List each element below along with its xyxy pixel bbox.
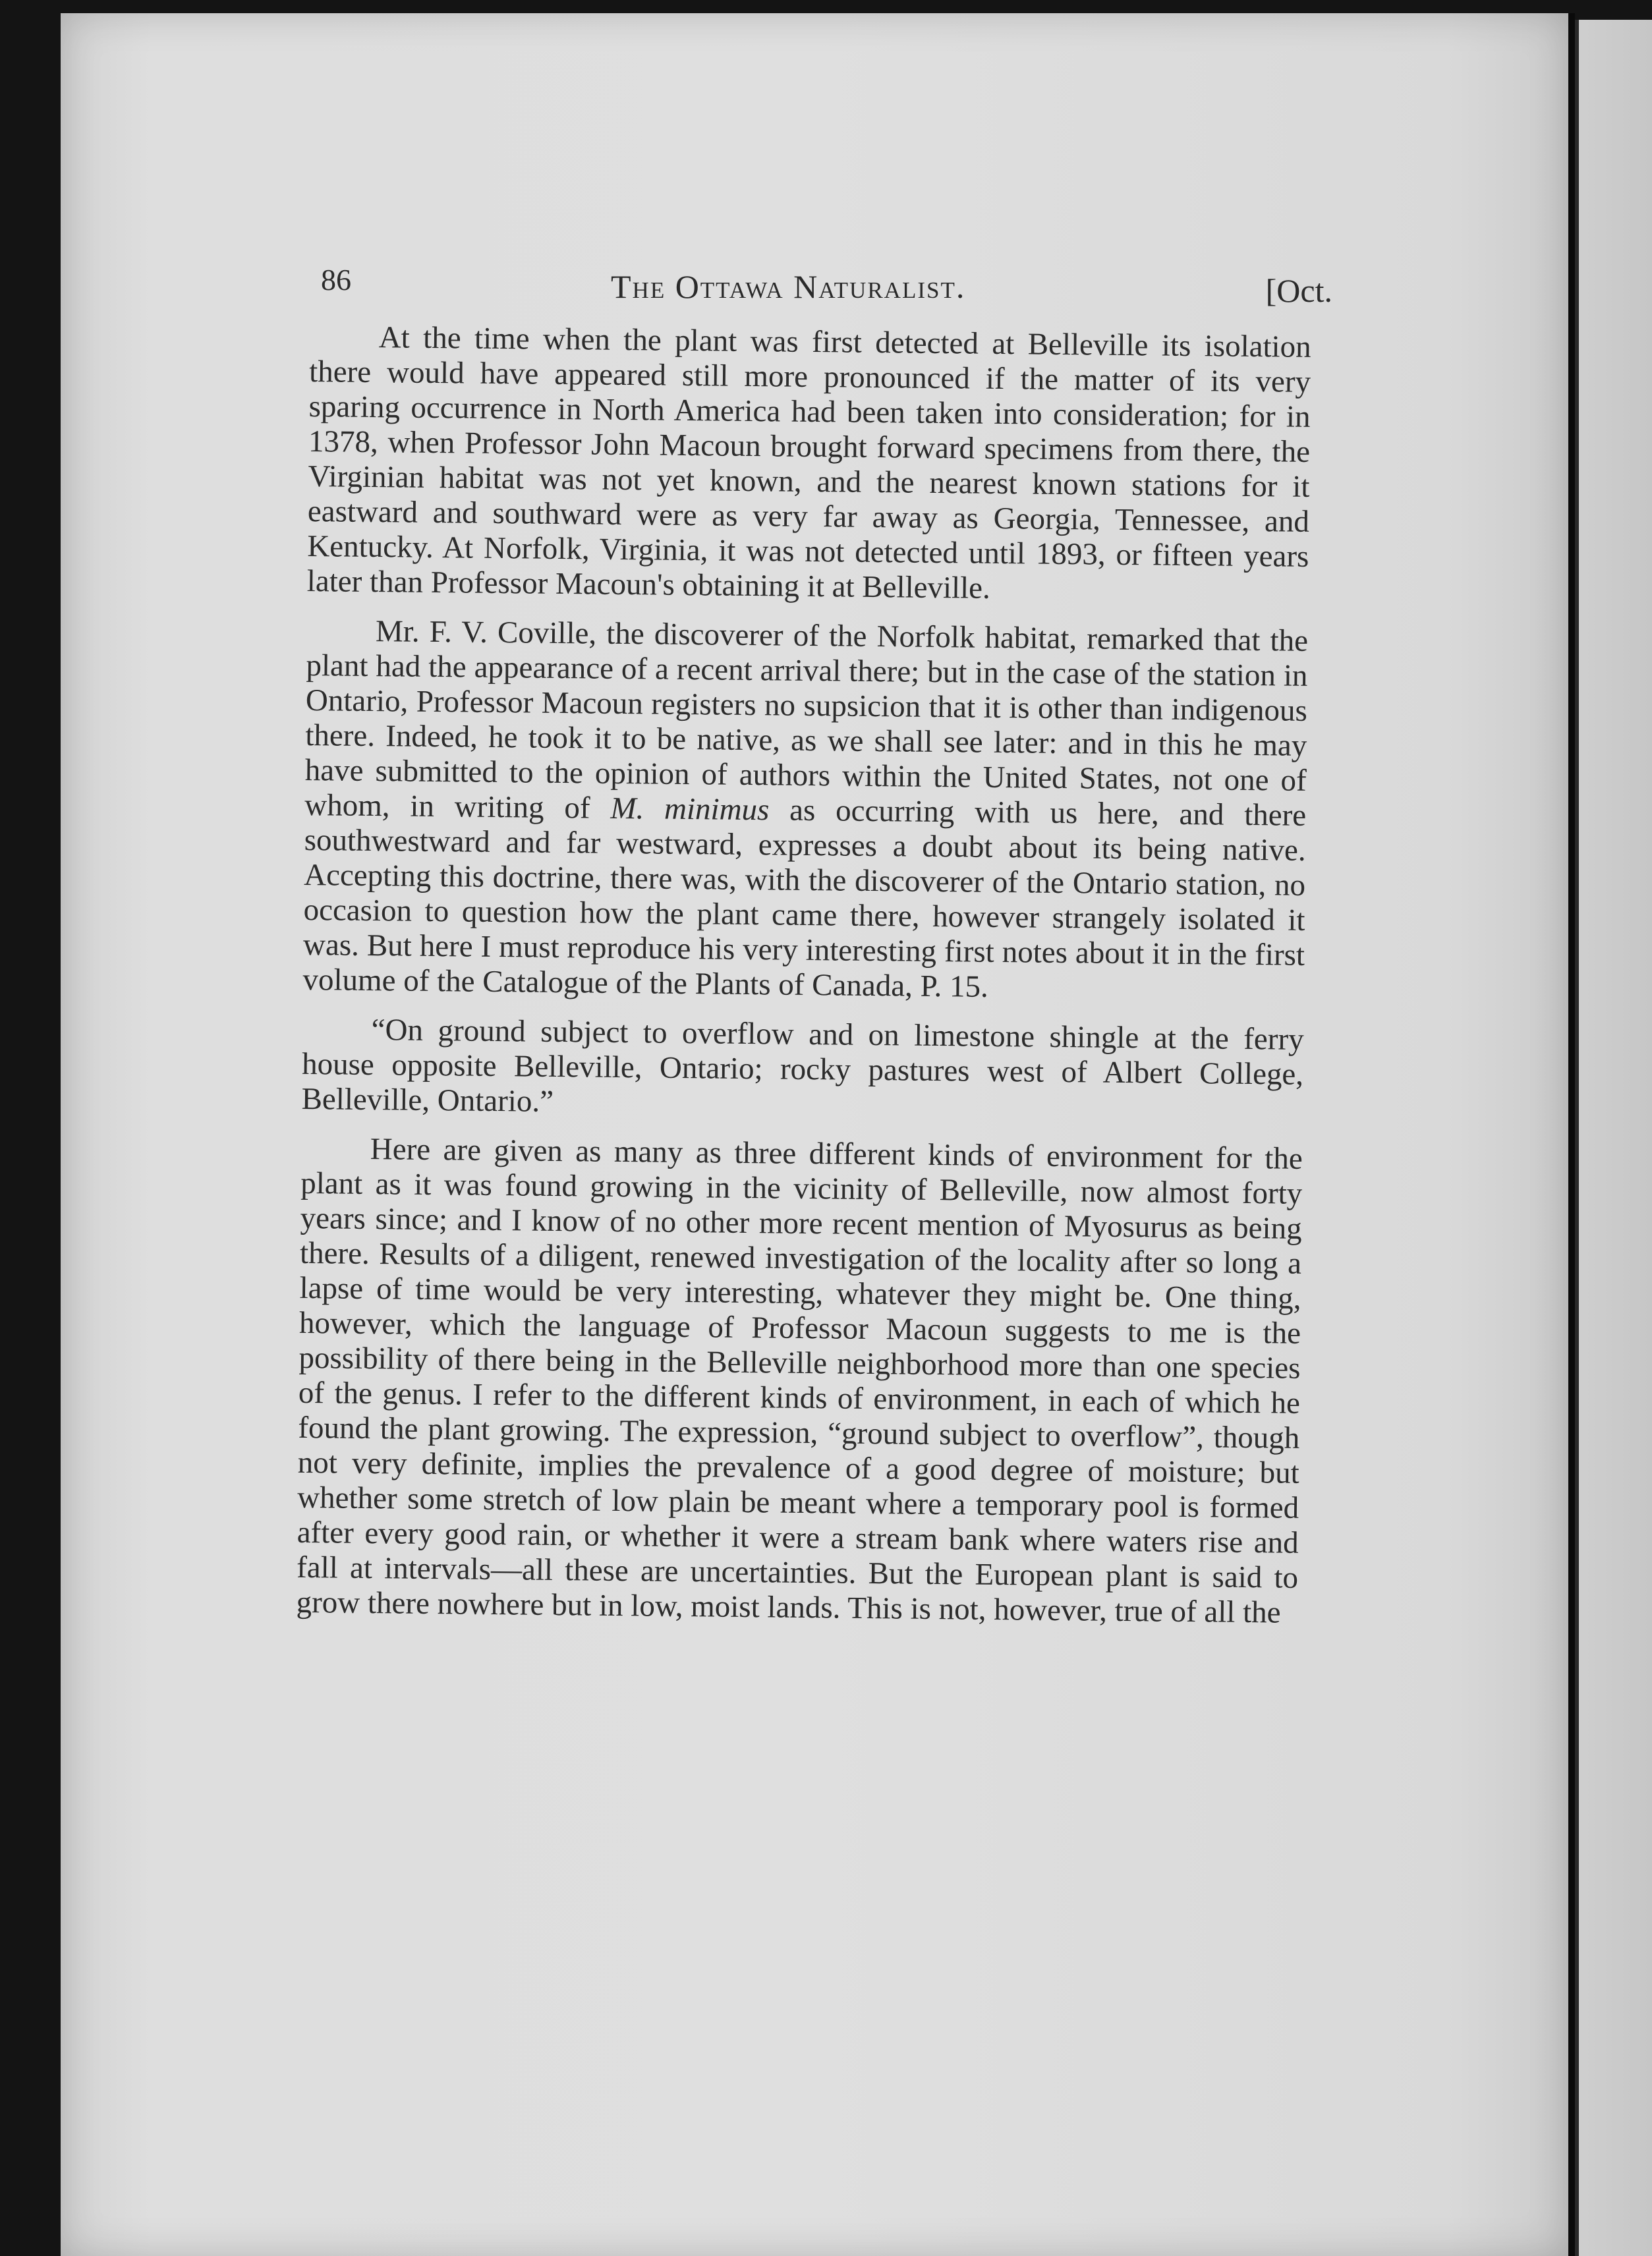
species-name: M. minimus <box>610 791 770 828</box>
paragraph-4: Here are given as many as three different kinds of environment for the plant as it was found growing in the vicinity of Belleville, now almost forty years since; and I know of no other more recent mention of Myosurus as being there. Results of a diligent, renewed investigation of the locality after so long a lapse of time would be very interesting, whatever they might be. One thing, however, which the language of Professor Macoun suggests to me is the possibility of there being in the Belleville neighborhood more than one species of the genus. I refer to the different kinds of environment, in each of which he found the plant growing. The expression, “ground subject to overflow”, though not very definite, implies the prevalence of a good degree of moisture; but whether some stretch of low plain be meant where a temporary pool is formed after every good rain, or whether it were a stream bank where waters rise and fall at intervals—all these are uncertainties. But the European plant is said to grow there nowhere but in low, moist lands. This is not, however, true of all the <box>296 1132 1303 1630</box>
paragraph-2 <box>302 613 1308 1008</box>
article-body <box>296 320 1311 1645</box>
facing-page-border <box>1575 20 1579 2256</box>
facing-page-edge <box>1575 20 1652 2256</box>
paragraph-1: At the time when the plant was first detected at Belleville its isolation there would have appeared still more pronounced if the matter of its very sparing occurrence in North America had been taken into consideration; for in 1378, when Professor John Macoun brought forward specimens from there, the Virginian habitat was not yet known, and the nearest known stations for it eastward and southward were as very far away as Georgia, Tennessee, and Kentucky. At Norfolk, Virginia, it was not detected until 1893, or fifteen years later than Professor Macoun's obtaining it at Belleville. <box>306 320 1311 606</box>
issue-month: [Oct. <box>1265 272 1332 309</box>
page-number: 86 <box>321 263 351 296</box>
journal-title: The Ottawa Naturalist. <box>611 268 966 305</box>
paragraph-3-quotation: “On ground subject to overflow and on limestone shingle at the ferry house opposite Belleville, Ontario; rocky pastures west of Albert College, Belleville, Ontario.” <box>301 1013 1304 1119</box>
page-gutter <box>1568 13 1575 2256</box>
running-header <box>321 258 1332 311</box>
paragraph-2-end: as occurring with us here, and there southwestward and far westward, expresses a doubt about its being native. Accepting this doctrine, there was, with the discoverer of the Ontario station, no occasion to question how the plant came there, however strangely isolated it was. But here I must reproduce his very interesting first notes about it in the first volume of the Catalogue of the Plants of Canada, P. 15. <box>302 793 1307 1004</box>
paragraph-2-start: Mr. F. V. Coville, the discoverer of the Norfolk habitat, remarked that the plant had the appearance of a recent arrival there; but in the case of the station in Ontario, Professor Macoun registers no supsicion that it is other than indigenous there. Indeed, he took it to be native, as we shall see later: and in this he may have submitted to the opinion of authors within the United States, not one of whom, in writing of <box>304 614 1309 826</box>
